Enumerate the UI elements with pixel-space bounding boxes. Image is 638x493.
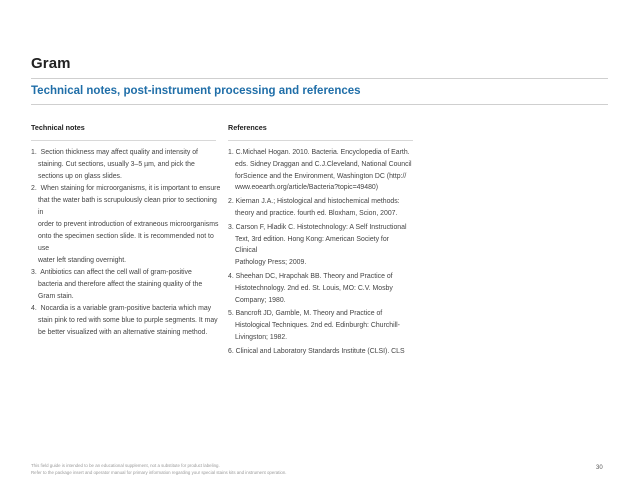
technical-note-item-text: order to prevent introduction of extraneous microorganisms <box>38 221 219 228</box>
reference-item-number: 4. <box>228 272 234 280</box>
references-heading: References <box>228 123 267 132</box>
technical-note-item-first-line <box>31 267 221 279</box>
reference-item <box>228 196 413 220</box>
reference-item-text: Clinical and Laboratory Standards Institute (CLSI). CLS <box>235 347 405 355</box>
technical-note-item-text: Antibiotics can affect the cell wall of gram-positive <box>40 269 192 276</box>
technical-note-item-text: staining. Cut sections, usually 3–5 µm, and pick the <box>38 161 195 168</box>
reference-item-text: Company; 1980. <box>235 296 286 304</box>
reference-item-first-line <box>228 346 413 358</box>
reference-item <box>228 222 413 269</box>
reference-item <box>228 147 413 194</box>
reference-item-text: theory and practice. fourth ed. Bloxham, Scion, 2007. <box>235 209 398 217</box>
technical-notes-list <box>31 147 221 339</box>
references-divider <box>228 140 413 141</box>
technical-note-item-text: be better visualized with an alternative staining method. <box>38 329 208 336</box>
footer-disclaimer <box>31 462 287 476</box>
technical-note-item-text: stain pink to red with some blue to purple segments. It may <box>38 317 218 324</box>
technical-note-item <box>31 303 221 339</box>
reference-item-number: 6. <box>228 347 234 355</box>
technical-note-item-number: 4. <box>31 305 37 312</box>
reference-item-number: 2. <box>228 198 234 206</box>
technical-note-item-text: sections up on glass slides. <box>38 173 122 180</box>
technical-note-item-text: When staining for microorganisms, it is important to ensure <box>40 185 221 192</box>
technical-note-item-text: onto the specimen section slide. It is recommended not to use <box>38 233 214 252</box>
reference-item-text: forScience and the Environment, Washington DC (http:// <box>235 172 407 180</box>
reference-item-text: C.Michael Hogan. 2010. Bacteria. Encyclopedia of Earth. <box>235 149 410 156</box>
technical-notes-divider <box>31 140 216 141</box>
reference-item-text: eds. Sidney Draggan and C.J.Cleveland, National Council <box>235 160 412 168</box>
reference-item-text: Livingston; 1982. <box>235 333 288 341</box>
technical-note-item-number: 3. <box>31 269 37 276</box>
reference-item-text: Pathology Press; 2009. <box>235 259 307 267</box>
reference-item <box>228 346 413 358</box>
reference-item-number: 1. <box>228 149 234 156</box>
references-list <box>228 147 413 358</box>
section-divider <box>31 104 608 105</box>
reference-item-text: Histotechnology. 2nd ed. St. Louis, MO: C.V. Mosby <box>235 284 393 292</box>
reference-item-first-line <box>228 308 413 320</box>
reference-item-text: www.eoearth.org/article/Bacteria?topic=49480) <box>235 184 379 192</box>
technical-note-item-number: 2. <box>31 185 37 192</box>
technical-note-item-text: water left standing overnight. <box>38 257 127 264</box>
reference-item-text: Carson F, Hladik C. Histotechnology: A Self Instructional <box>235 223 407 231</box>
technical-note-item <box>31 267 221 303</box>
technical-note-item-text: Gram stain. <box>38 293 74 300</box>
technical-note-item-first-line <box>31 303 221 315</box>
reference-item-first-line <box>228 222 413 234</box>
title-divider <box>31 78 608 79</box>
reference-item <box>228 308 413 343</box>
references-column <box>228 123 413 360</box>
reference-item <box>228 271 413 306</box>
reference-item-first-line <box>228 147 413 159</box>
technical-note-item-text: bacteria and therefore affect the staining quality of the <box>38 281 203 288</box>
technical-note-item <box>31 147 221 183</box>
technical-note-item-text: that the water bath is scrupulously clean prior to sectioning in <box>38 197 217 216</box>
technical-note-item-first-line <box>31 183 221 195</box>
technical-notes-heading: Technical notes <box>31 123 85 132</box>
reference-item-first-line <box>228 271 413 283</box>
footer-line-2: Refer to the package insert and operator manual for primary information regarding your special stains kits and instrument operation. <box>31 470 287 475</box>
page-title: Gram <box>31 55 71 72</box>
reference-item-text: Kiernan J.A.; Histological and histochemical methods: <box>235 198 400 206</box>
reference-item-first-line <box>228 196 413 208</box>
technical-notes-column <box>31 123 221 339</box>
reference-item-text: Histological Techniques. 2nd ed. Edinburgh: Churchill- <box>235 322 400 330</box>
page-number: 30 <box>596 465 603 471</box>
technical-note-item-number: 1. <box>31 149 37 156</box>
footer-line-1: This field guide is intended to be an educational supplement, not a substitute for product labeling. <box>31 463 220 468</box>
technical-note-item <box>31 183 221 267</box>
technical-note-item-text: Section thickness may affect quality and intensity of <box>40 149 198 156</box>
reference-item-text: Text, 3rd edition. Hong Kong: American Society for Clinical <box>235 235 389 255</box>
technical-note-item-first-line <box>31 147 221 159</box>
technical-note-item-text: Nocardia is a variable gram-positive bacteria which may <box>40 305 212 312</box>
reference-item-text: Bancroft JD, Gamble, M. Theory and Practice of <box>235 310 383 318</box>
section-title: Technical notes, post-instrument processing and references <box>31 85 361 97</box>
reference-item-text: Sheehan DC, Hrapchak BB. Theory and Practice of <box>235 272 393 280</box>
reference-item-number: 5. <box>228 310 234 318</box>
reference-item-number: 3. <box>228 223 234 231</box>
